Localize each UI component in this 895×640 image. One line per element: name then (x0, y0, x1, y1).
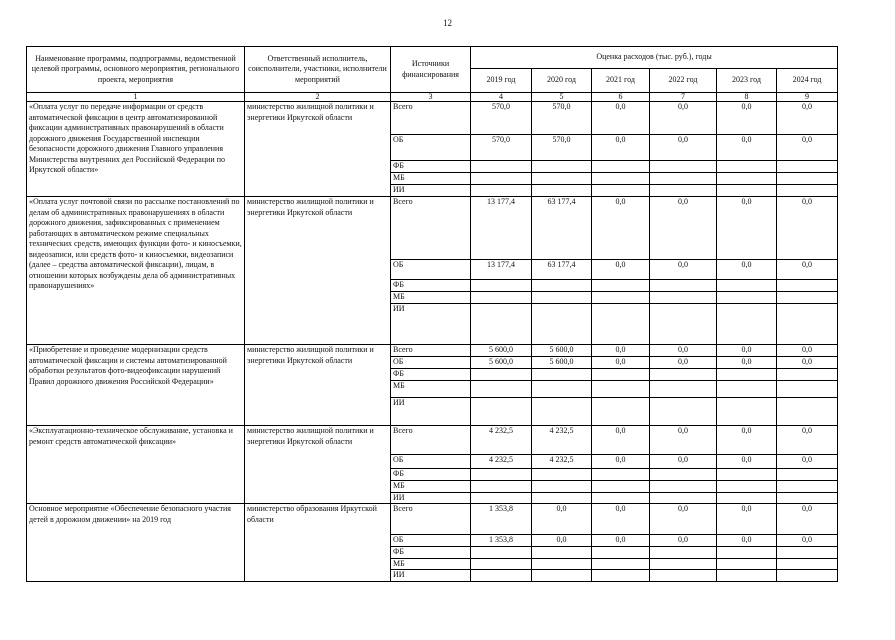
expense-value (717, 558, 777, 570)
column-number: 9 (777, 93, 838, 102)
expense-value (650, 547, 717, 559)
funding-source: ОБ (391, 357, 471, 369)
funding-source: МБ (391, 173, 471, 185)
expense-value: 0,0 (592, 102, 650, 135)
activity-name: Основное мероприятие «Обеспечение безопасного участия детей в дорожном движении» на 2019 год (27, 504, 245, 582)
funding-source: ИИ (391, 492, 471, 504)
column-number: 3 (391, 93, 471, 102)
expense-value (717, 480, 777, 492)
activity-name: «Приобретение и проведение модернизации средств автоматической фиксации и системы автоматизированной обработки результатов фото-видеофиксации нарушений Правил дорожного движения Российской Федерации» (27, 345, 245, 426)
funding-source: ФБ (391, 547, 471, 559)
expense-value: 0,0 (532, 535, 592, 547)
expense-value: 0,0 (777, 455, 838, 469)
expense-value: 0,0 (592, 260, 650, 280)
expense-value: 0,0 (777, 135, 838, 161)
expense-value: 63 177,4 (532, 197, 592, 260)
expense-value (532, 547, 592, 559)
expense-value: 0,0 (650, 345, 717, 357)
column-number: 8 (717, 93, 777, 102)
expense-value (592, 173, 650, 185)
expense-value: 0,0 (777, 426, 838, 455)
expense-value (532, 304, 592, 345)
responsible-executor: министерство жилищной политики и энергетики Иркутской области (245, 197, 391, 345)
column-number: 5 (532, 93, 592, 102)
expense-value (471, 185, 532, 197)
expense-value: 570,0 (471, 102, 532, 135)
funding-source: ИИ (391, 398, 471, 426)
column-number: 6 (592, 93, 650, 102)
expense-value (650, 480, 717, 492)
table-body (27, 102, 838, 582)
funding-source: ОБ (391, 260, 471, 280)
funding-source: ФБ (391, 469, 471, 481)
expense-value (777, 369, 838, 381)
expense-value: 5 600,0 (532, 345, 592, 357)
table-row (27, 504, 838, 535)
funding-source: Всего (391, 102, 471, 135)
expense-value: 0,0 (592, 345, 650, 357)
expense-value: 0,0 (777, 504, 838, 535)
expense-value: 0,0 (717, 197, 777, 260)
expense-value (592, 161, 650, 173)
expense-value: 5 600,0 (471, 345, 532, 357)
expense-value (592, 547, 650, 559)
expense-value: 0,0 (777, 260, 838, 280)
expense-value: 0,0 (650, 455, 717, 469)
expense-value (471, 570, 532, 582)
expense-value: 0,0 (592, 455, 650, 469)
expense-value (777, 480, 838, 492)
expense-value: 4 232,5 (471, 426, 532, 455)
funding-source: ОБ (391, 135, 471, 161)
page-number: 12 (443, 18, 452, 28)
activity-name: «Оплата услуг по передаче информации от средств автоматической фиксации в центр автоматизированной фиксации административных правонарушений в области дорожного движения Государственной инспекции безопасности дорожного движения Главного управления Министерства внутренних дел Российской Федерации по Иркутской области» (27, 102, 245, 197)
funding-source: ИИ (391, 185, 471, 197)
funding-source: ИИ (391, 304, 471, 345)
header-year: 2023 год (717, 69, 777, 93)
expense-value: 0,0 (777, 102, 838, 135)
expense-value (471, 547, 532, 559)
expense-value (777, 492, 838, 504)
expense-value (471, 398, 532, 426)
expense-value (717, 369, 777, 381)
expense-value: 0,0 (532, 504, 592, 535)
expense-value (532, 173, 592, 185)
expense-value (532, 398, 592, 426)
expense-value (777, 570, 838, 582)
funding-source: МБ (391, 480, 471, 492)
funding-source: Всего (391, 426, 471, 455)
expense-value (532, 480, 592, 492)
expense-value (717, 570, 777, 582)
funding-source: ФБ (391, 280, 471, 292)
expense-value (471, 558, 532, 570)
expense-value (717, 304, 777, 345)
expense-value: 4 232,5 (532, 426, 592, 455)
expense-value: 0,0 (592, 535, 650, 547)
header-sources: Источники финансирования (391, 47, 471, 93)
funding-source: ФБ (391, 369, 471, 381)
column-number: 1 (27, 93, 245, 102)
expense-value (471, 480, 532, 492)
table-row (27, 426, 838, 455)
expense-value (471, 492, 532, 504)
funding-source: ОБ (391, 455, 471, 469)
expense-value (532, 558, 592, 570)
expense-value: 0,0 (592, 426, 650, 455)
expense-value (471, 369, 532, 381)
expense-value (717, 185, 777, 197)
expense-value (650, 173, 717, 185)
activity-name: «Оплата услуг почтовой связи по рассылке постановлений по делам об административных правонарушениях в области дорожного движения, зафиксированных с применением работающих в автоматическом режиме специальных технических средств, имеющих функции фото- и киносъемки, видеозаписи, или средств фото- и киносъемки, видеозаписи (далее – средства автоматической фиксации), лицам, в отношении которых возбуждены дела об административных правонарушениях» (27, 197, 245, 345)
expense-value: 5 600,0 (471, 357, 532, 369)
expense-value (717, 161, 777, 173)
funding-source: ОБ (391, 535, 471, 547)
expense-value (471, 304, 532, 345)
expense-value: 4 232,5 (471, 455, 532, 469)
expense-value (532, 292, 592, 304)
expense-value (471, 161, 532, 173)
column-number: 2 (245, 93, 391, 102)
expense-value (777, 161, 838, 173)
expense-value (650, 369, 717, 381)
expense-value (471, 173, 532, 185)
expense-value: 0,0 (777, 197, 838, 260)
expense-value: 1 353,8 (471, 504, 532, 535)
expense-value (777, 469, 838, 481)
funding-source: МБ (391, 558, 471, 570)
table-row (27, 345, 838, 357)
expense-value: 13 177,4 (471, 260, 532, 280)
expense-value (717, 547, 777, 559)
expense-value (592, 570, 650, 582)
expense-value (650, 558, 717, 570)
expense-value (650, 161, 717, 173)
expense-value: 0,0 (650, 135, 717, 161)
responsible-executor: министерство образования Иркутской области (245, 504, 391, 582)
expense-value: 0,0 (592, 197, 650, 260)
header-estimate: Оценка расходов (тыс. руб.), годы (471, 47, 838, 69)
expense-value (650, 398, 717, 426)
expense-value (532, 570, 592, 582)
expense-value (777, 381, 838, 398)
expense-value (717, 381, 777, 398)
expense-value: 4 232,5 (532, 455, 592, 469)
expense-value: 0,0 (717, 260, 777, 280)
expense-value (532, 492, 592, 504)
expense-value (650, 292, 717, 304)
expense-value (532, 381, 592, 398)
expense-value (650, 570, 717, 582)
expense-value: 0,0 (717, 455, 777, 469)
expense-value (777, 173, 838, 185)
expense-value (532, 185, 592, 197)
expense-value (592, 469, 650, 481)
expense-value: 0,0 (717, 135, 777, 161)
expense-value (471, 292, 532, 304)
expense-value (592, 280, 650, 292)
expense-value (592, 369, 650, 381)
expense-value (592, 185, 650, 197)
expense-value (650, 280, 717, 292)
expense-value (777, 280, 838, 292)
header-year: 2019 год (471, 69, 532, 93)
expense-value: 0,0 (717, 504, 777, 535)
expense-value: 0,0 (592, 504, 650, 535)
expense-value (777, 185, 838, 197)
expense-value (592, 480, 650, 492)
funding-source: ИИ (391, 570, 471, 582)
expense-value (717, 292, 777, 304)
expense-value: 0,0 (650, 504, 717, 535)
budget-table (26, 46, 838, 582)
expense-value (650, 469, 717, 481)
funding-source: Всего (391, 345, 471, 357)
responsible-executor: министерство жилищной политики и энергетики Иркутской области (245, 345, 391, 426)
header-year: 2020 год (532, 69, 592, 93)
expense-value: 0,0 (650, 357, 717, 369)
expense-value (717, 280, 777, 292)
expense-value: 0,0 (650, 102, 717, 135)
table-row (27, 197, 838, 260)
expense-value (532, 161, 592, 173)
expense-value (777, 558, 838, 570)
header-program: Наименование программы, подпрограммы, ведомственной целевой программы, основного мероприятия, регионального проекта, мероприятия (27, 47, 245, 93)
expense-value (471, 280, 532, 292)
expense-value (592, 381, 650, 398)
expense-value: 0,0 (777, 535, 838, 547)
expense-value (592, 398, 650, 426)
expense-value (717, 398, 777, 426)
expense-value: 1 353,8 (471, 535, 532, 547)
table-row (27, 102, 838, 135)
expense-value: 0,0 (717, 535, 777, 547)
expense-value (471, 469, 532, 481)
activity-name: «Эксплуатационно-техническое обслуживание, установка и ремонт средств автоматической фиксации» (27, 426, 245, 504)
expense-value (471, 381, 532, 398)
expense-value (592, 492, 650, 504)
header-year: 2024 год (777, 69, 838, 93)
expense-value: 0,0 (717, 426, 777, 455)
expense-value (592, 304, 650, 345)
expense-value (650, 381, 717, 398)
expense-value: 570,0 (532, 102, 592, 135)
expense-value: 0,0 (650, 535, 717, 547)
header-responsible: Ответственный исполнитель, соисполнители, участники, исполнители мероприятий (245, 47, 391, 93)
funding-source: МБ (391, 292, 471, 304)
expense-value (650, 185, 717, 197)
expense-value: 0,0 (717, 357, 777, 369)
expense-value (717, 469, 777, 481)
expense-value: 0,0 (777, 345, 838, 357)
expense-value (592, 558, 650, 570)
expense-value (717, 173, 777, 185)
responsible-executor: министерство жилищной политики и энергетики Иркутской области (245, 102, 391, 197)
funding-source: ФБ (391, 161, 471, 173)
expense-value: 0,0 (592, 135, 650, 161)
expense-value: 570,0 (532, 135, 592, 161)
column-number: 7 (650, 93, 717, 102)
header-year: 2022 год (650, 69, 717, 93)
expense-value: 0,0 (592, 357, 650, 369)
header-year: 2021 год (592, 69, 650, 93)
expense-value: 570,0 (471, 135, 532, 161)
expense-value: 5 600,0 (532, 357, 592, 369)
expense-value: 0,0 (650, 197, 717, 260)
expense-value (532, 369, 592, 381)
expense-value (650, 492, 717, 504)
funding-source: МБ (391, 381, 471, 398)
expense-value: 0,0 (650, 426, 717, 455)
funding-source: Всего (391, 504, 471, 535)
funding-source: Всего (391, 197, 471, 260)
expense-value (777, 304, 838, 345)
responsible-executor: министерство жилищной политики и энергетики Иркутской области (245, 426, 391, 504)
expense-value (532, 469, 592, 481)
expense-value (717, 492, 777, 504)
expense-value: 0,0 (717, 345, 777, 357)
expense-value: 13 177,4 (471, 197, 532, 260)
expense-value: 0,0 (717, 102, 777, 135)
expense-value (592, 292, 650, 304)
column-number: 4 (471, 93, 532, 102)
expense-value (777, 398, 838, 426)
expense-value (650, 304, 717, 345)
expense-value: 0,0 (777, 357, 838, 369)
expense-value: 0,0 (650, 260, 717, 280)
expense-value (777, 547, 838, 559)
expense-value (532, 280, 592, 292)
expense-value: 63 177,4 (532, 260, 592, 280)
expense-value (777, 292, 838, 304)
